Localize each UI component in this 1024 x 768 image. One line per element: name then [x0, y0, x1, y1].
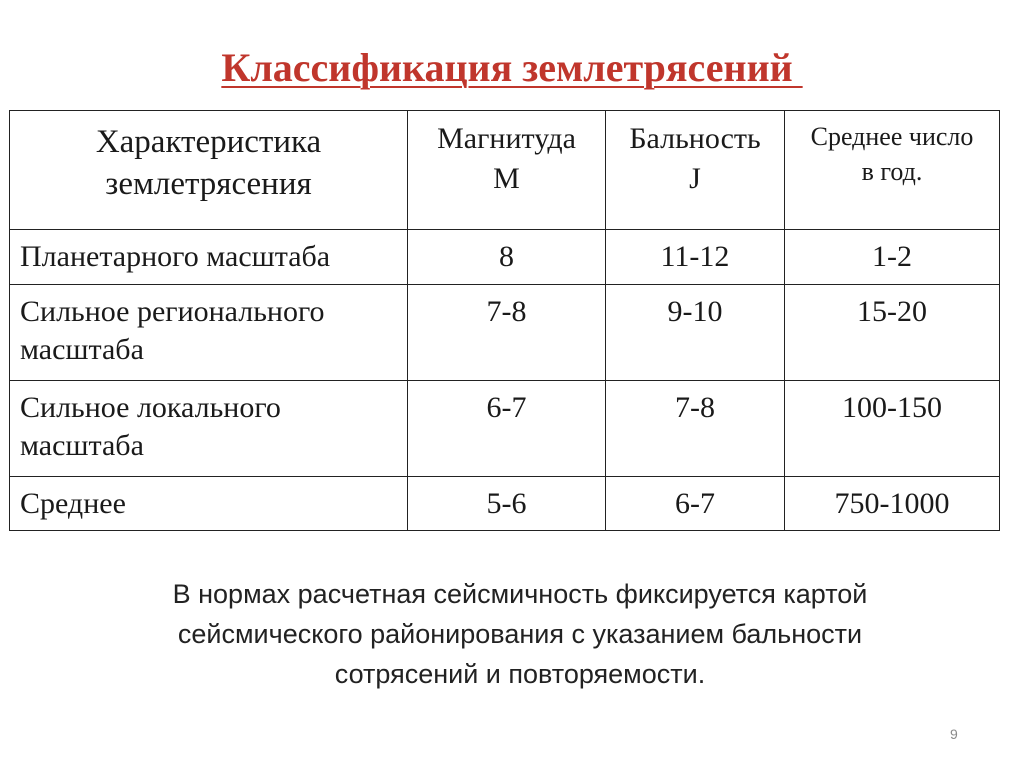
- page-number: 9: [950, 726, 958, 742]
- row-label: [10, 381, 408, 477]
- note-line3: сотрясений и повторяемости.: [334, 659, 706, 689]
- cell-magnitude: 5-6: [408, 477, 606, 531]
- row-label-line1: Планетарного масштаба: [20, 240, 331, 273]
- row-label: [10, 477, 408, 531]
- cell-magnitude: 7-8: [408, 285, 606, 381]
- header-intensity-line2: J: [689, 162, 701, 195]
- header-characteristic: [10, 111, 408, 230]
- cell-magnitude: 8: [408, 230, 606, 285]
- table-header-row: [10, 111, 1000, 230]
- cell-intensity: 11-12: [606, 230, 785, 285]
- header-magnitude-line1: Магнитуда: [437, 122, 576, 155]
- slide-title-text: Классификация землетрясений: [221, 45, 803, 90]
- cell-intensity: 6-7: [606, 477, 785, 531]
- header-frequency: [785, 111, 1000, 230]
- cell-magnitude: 6-7: [408, 381, 606, 477]
- header-frequency-line2: в год.: [861, 157, 923, 186]
- row-label-line1: Сильное регионального: [20, 295, 325, 328]
- note-line1: В нормах расчетная сейсмичность фиксируется картой: [172, 579, 868, 609]
- row-label-line1: Среднее: [20, 487, 126, 520]
- table-row: [10, 230, 1000, 285]
- earthquake-classification-table: [9, 110, 1000, 531]
- header-intensity: [606, 111, 785, 230]
- table-row: [10, 381, 1000, 477]
- header-magnitude: [408, 111, 606, 230]
- table-row: [10, 477, 1000, 531]
- slide-title: [0, 44, 1024, 91]
- table-row: [10, 285, 1000, 381]
- cell-frequency: 100-150: [785, 381, 1000, 477]
- row-label-line2: масштаба: [20, 333, 144, 366]
- header-frequency-line1: Среднее число: [810, 122, 974, 151]
- cell-frequency: 1-2: [785, 230, 1000, 285]
- cell-frequency: 750-1000: [785, 477, 1000, 531]
- cell-intensity: 9-10: [606, 285, 785, 381]
- row-label-line1: Сильное локального: [20, 391, 281, 424]
- row-label-line2: масштаба: [20, 429, 144, 462]
- header-intensity-line1: Бальность: [629, 122, 761, 155]
- cell-intensity: 7-8: [606, 381, 785, 477]
- note-line2: сейсмического районирования с указанием бальности: [177, 619, 863, 649]
- cell-frequency: 15-20: [785, 285, 1000, 381]
- seismic-note: [80, 574, 960, 694]
- header-magnitude-line2: М: [493, 162, 520, 195]
- header-characteristic-line2: землетрясения: [105, 166, 312, 202]
- header-characteristic-line1: Характеристика: [95, 124, 322, 160]
- row-label: [10, 285, 408, 381]
- row-label: [10, 230, 408, 285]
